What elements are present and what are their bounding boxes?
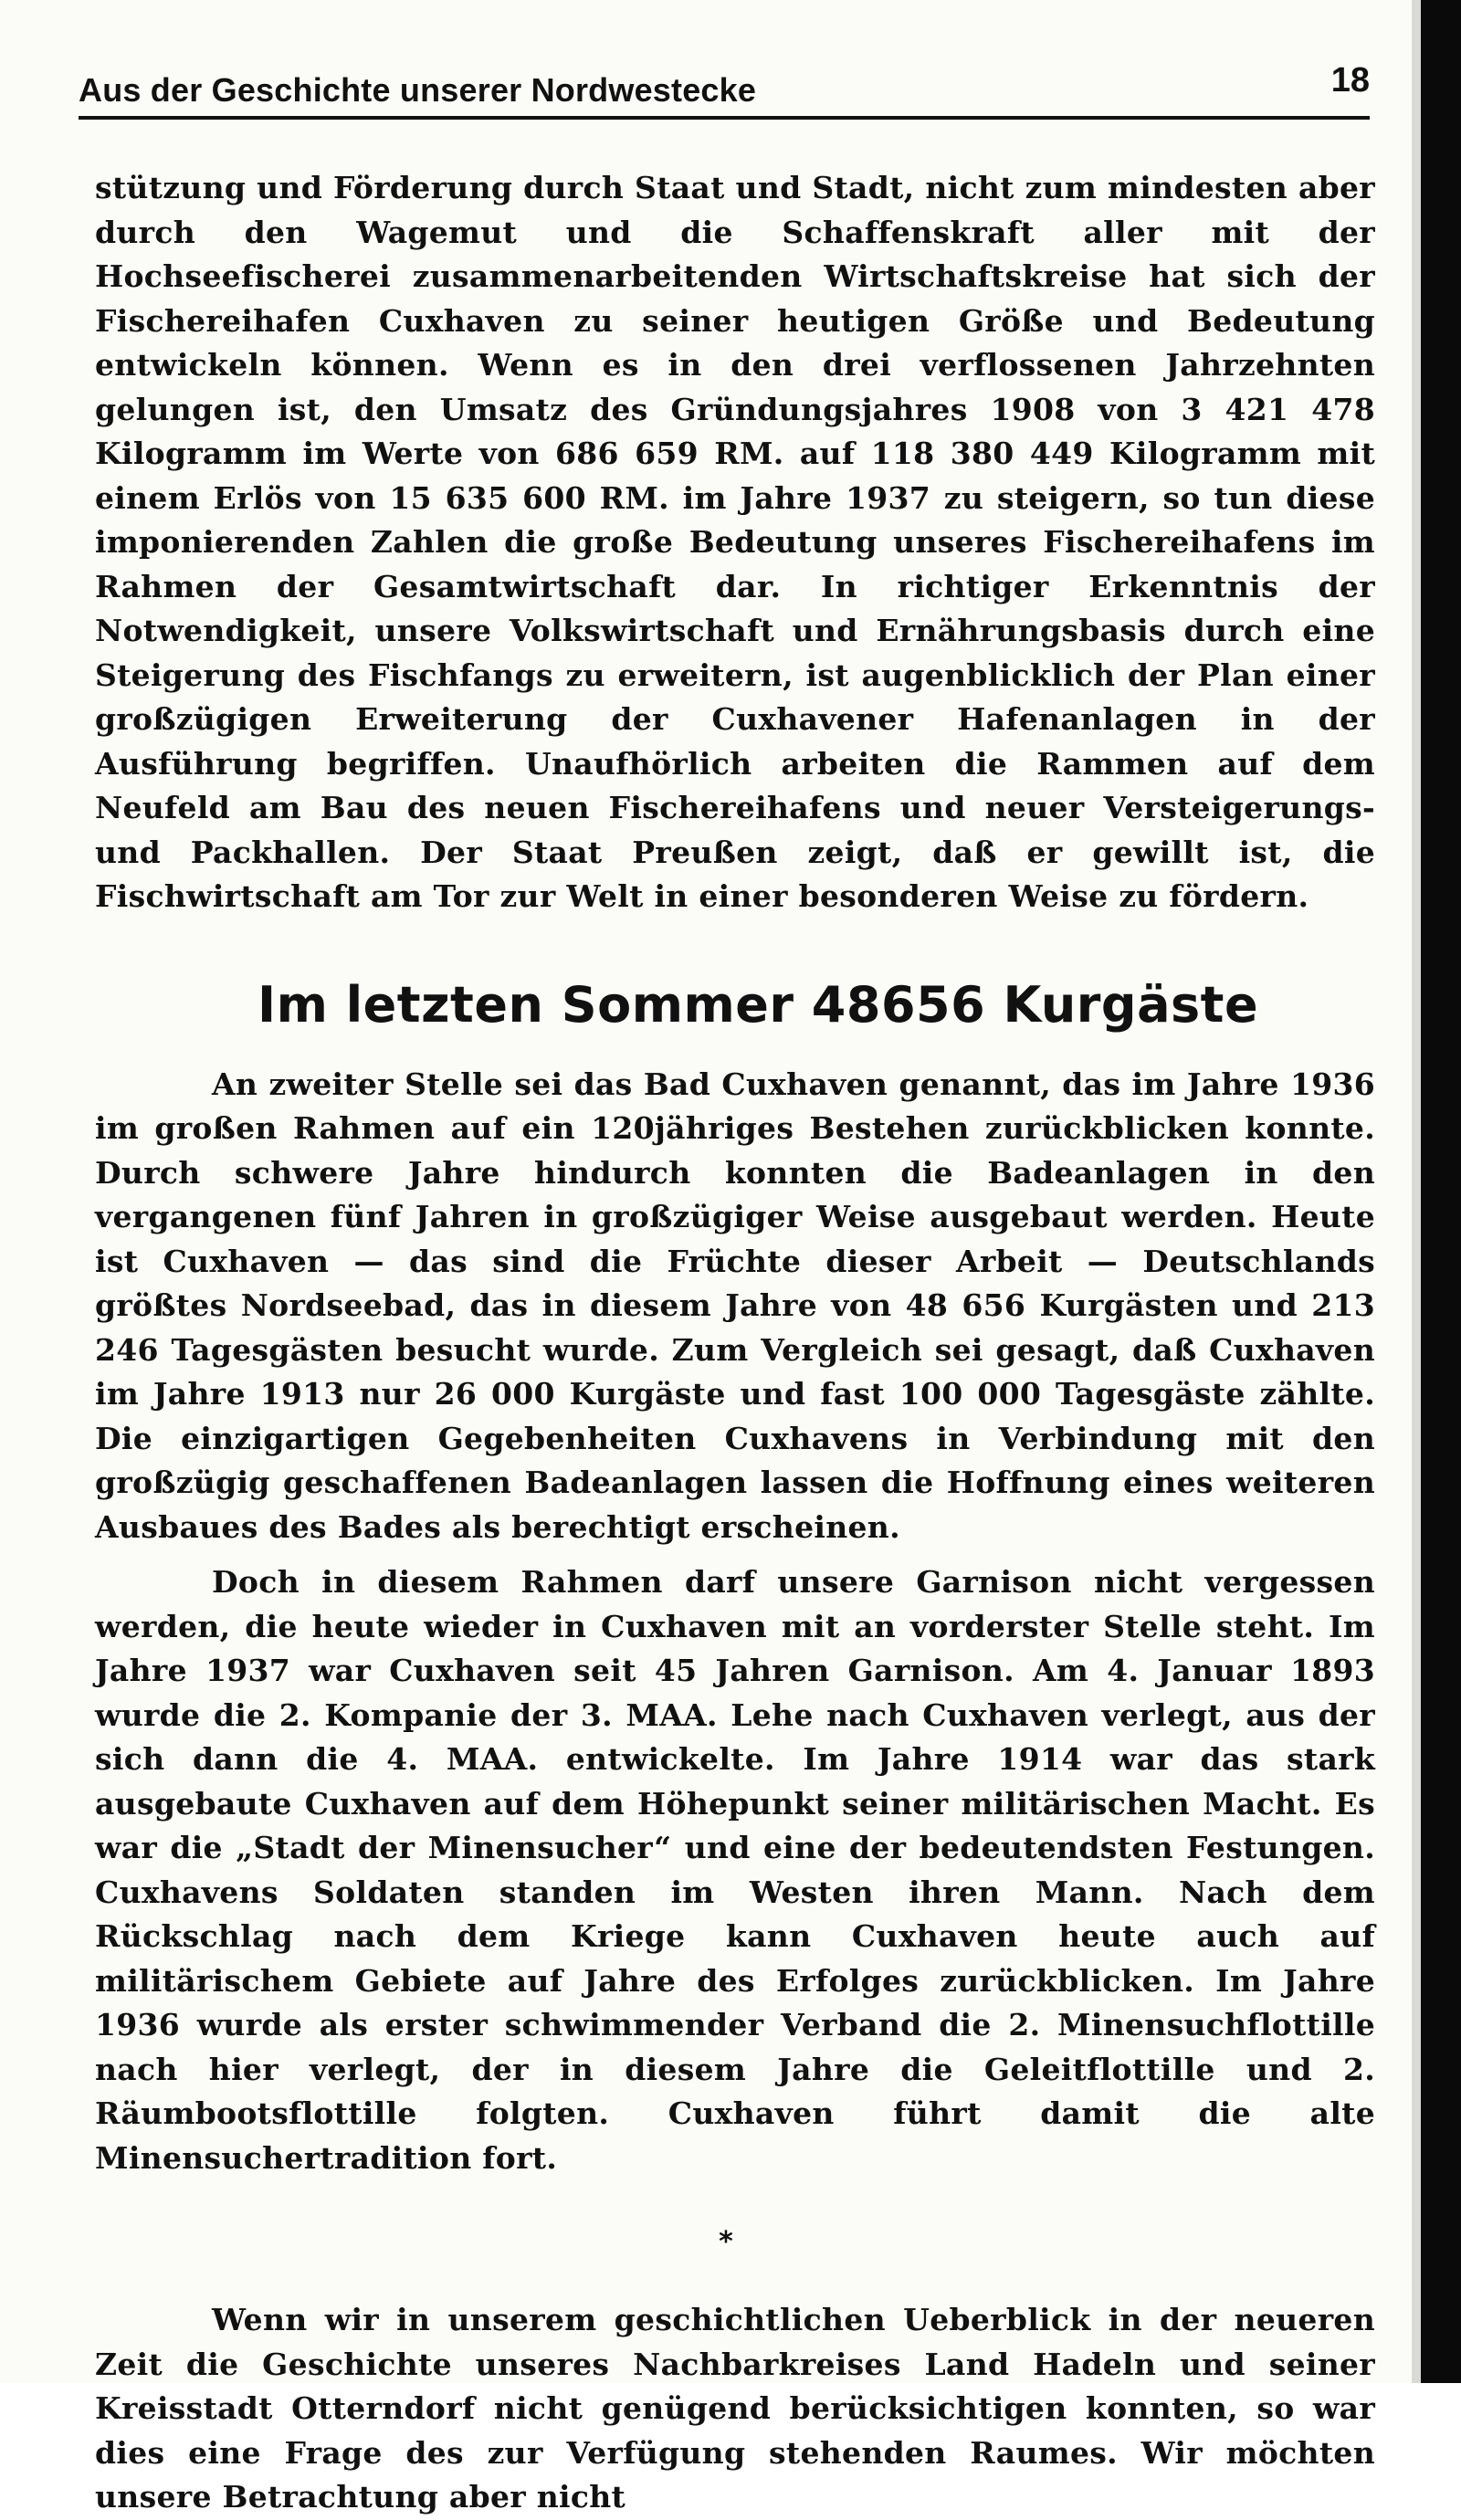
section-heading: Im letzten Sommer 48656 Kurgäste bbox=[258, 975, 1259, 1034]
scan-border bbox=[1421, 0, 1461, 2383]
article-body bbox=[95, 166, 1375, 2520]
header-title: Aus der Geschichte unserer Nordwestecke bbox=[79, 71, 757, 109]
header-rule bbox=[79, 116, 1370, 120]
page-number: 18 bbox=[1330, 61, 1370, 100]
paragraph-fishing-harbor: stützung und Förderung durch Staat und Stadt, nicht zum mindesten aber durch den Wagemut und die Schaffenskraft aller mit der Hochseefischerei zusammenarbeitenden Wirtschaftskreise hat sich der Fischereihafen Cuxhaven zu seiner heutigen Größe und Bedeutung entwickeln können. Wenn es in den drei verflossenen Jahrzehnten gelungen ist, den Umsatz des Gründungsjahres 1908 von 3 421 478 Kilogramm im Werte von 686 659 RM. auf 118 380 449 Kilogramm mit einem Erlös von 15 635 600 RM. im Jahre 1937 zu steigern, so tun diese imponierenden Zahlen die große Bedeutung unseres Fischereihafens im Rahmen der Gesamtwirtschaft dar. In richtiger Erkenntnis der Notwendigkeit, unsere Volkswirtschaft und Ernährungsbasis durch eine Steigerung des Fischfangs zu erweitern, ist augenblicklich der Plan einer großzügigen Erweiterung der Cuxhavener Hafenanlagen in der Ausführung begriffen. Unaufhörlich arbeiten die Rammen auf dem Neufeld am Bau des neuen Fischereihafens und neuer Versteigerungs- und Packhallen. Der Staat Preußen zeigt, daß er gewillt ist, die Fischwirtschaft am Tor zur Welt in einer besonderen Weise zu fördern. bbox=[95, 170, 1375, 914]
section-separator-asterisk: * bbox=[719, 2226, 733, 2258]
paragraph-garrison: Doch in diesem Rahmen darf unsere Garnison nicht vergessen werden, die heute wieder in Cuxhaven mit an vorderster Stelle steht. Im Jahre 1937 war Cuxhaven seit 45 Jahren Garnison. Am 4. Januar 1893 wurde die 2. Kompanie der 3. MAA. Lehe nach Cuxhaven verlegt, aus der sich dann die 4. MAA. entwickelte. Im Jahre 1914 war das stark ausgebaute Cuxhaven auf dem Höhepunkt seiner militärischen Macht. Es war die „Stadt der Minensucher“ und eine der bedeutendsten Festungen. Cuxhavens Soldaten standen im Westen ihren Mann. Nach dem Rückschlag nach dem Kriege kann Cuxhaven heute auch auf militärischem Gebiete auf Jahre des Erfolges zurückblicken. Im Jahre 1936 wurde als erster schwimmender Verband die 2. Minensuchflottille nach hier verlegt, der in diesem Jahre die Geleitflottille und 2. Räumbootsflottille folgten. Cuxhaven führt damit die alte Minensuchertradition fort. bbox=[95, 1564, 1375, 2176]
paragraph-land-hadeln: Wenn wir in unserem geschichtlichen Ueberblick in der neueren Zeit die Geschichte unseres Nachbarkreises Land Hadeln und seiner Kreisstadt Otterndorf nicht genügend berücksichtigen konnten, so war dies eine Frage des zur Verfügung stehenden Raumes. Wir möchten unsere Betrachtung aber nicht bbox=[95, 2302, 1375, 2515]
page-edge-shadow bbox=[1412, 0, 1421, 2383]
paragraph-spa: An zweiter Stelle sei das Bad Cuxhaven genannt, das im Jahre 1936 im großen Rahmen auf ein 120jähriges Bestehen zurückblicken konnte. Durch schwere Jahre hindurch konnten die Badeanlagen in den vergangenen fünf Jahren in großzügiger Weise ausgebaut werden. Heute ist Cuxhaven — das sind die Früchte dieser Arbeit — Deutschlands größtes Nordseebad, das in diesem Jahre von 48 656 Kurgästen und 213 246 Tagesgästen besucht wurde. Zum Vergleich sei gesagt, daß Cuxhaven im Jahre 1913 nur 26 000 Kurgäste und fast 100 000 Tagesgäste zählte. Die einzigartigen Gegebenheiten Cuxhavens in Verbindung mit den großzügig geschaffenen Badeanlagen lassen die Hoffnung eines weiteren Ausbaues des Bades als berechtigt erscheinen. bbox=[95, 1066, 1375, 1545]
running-header bbox=[79, 53, 1370, 117]
